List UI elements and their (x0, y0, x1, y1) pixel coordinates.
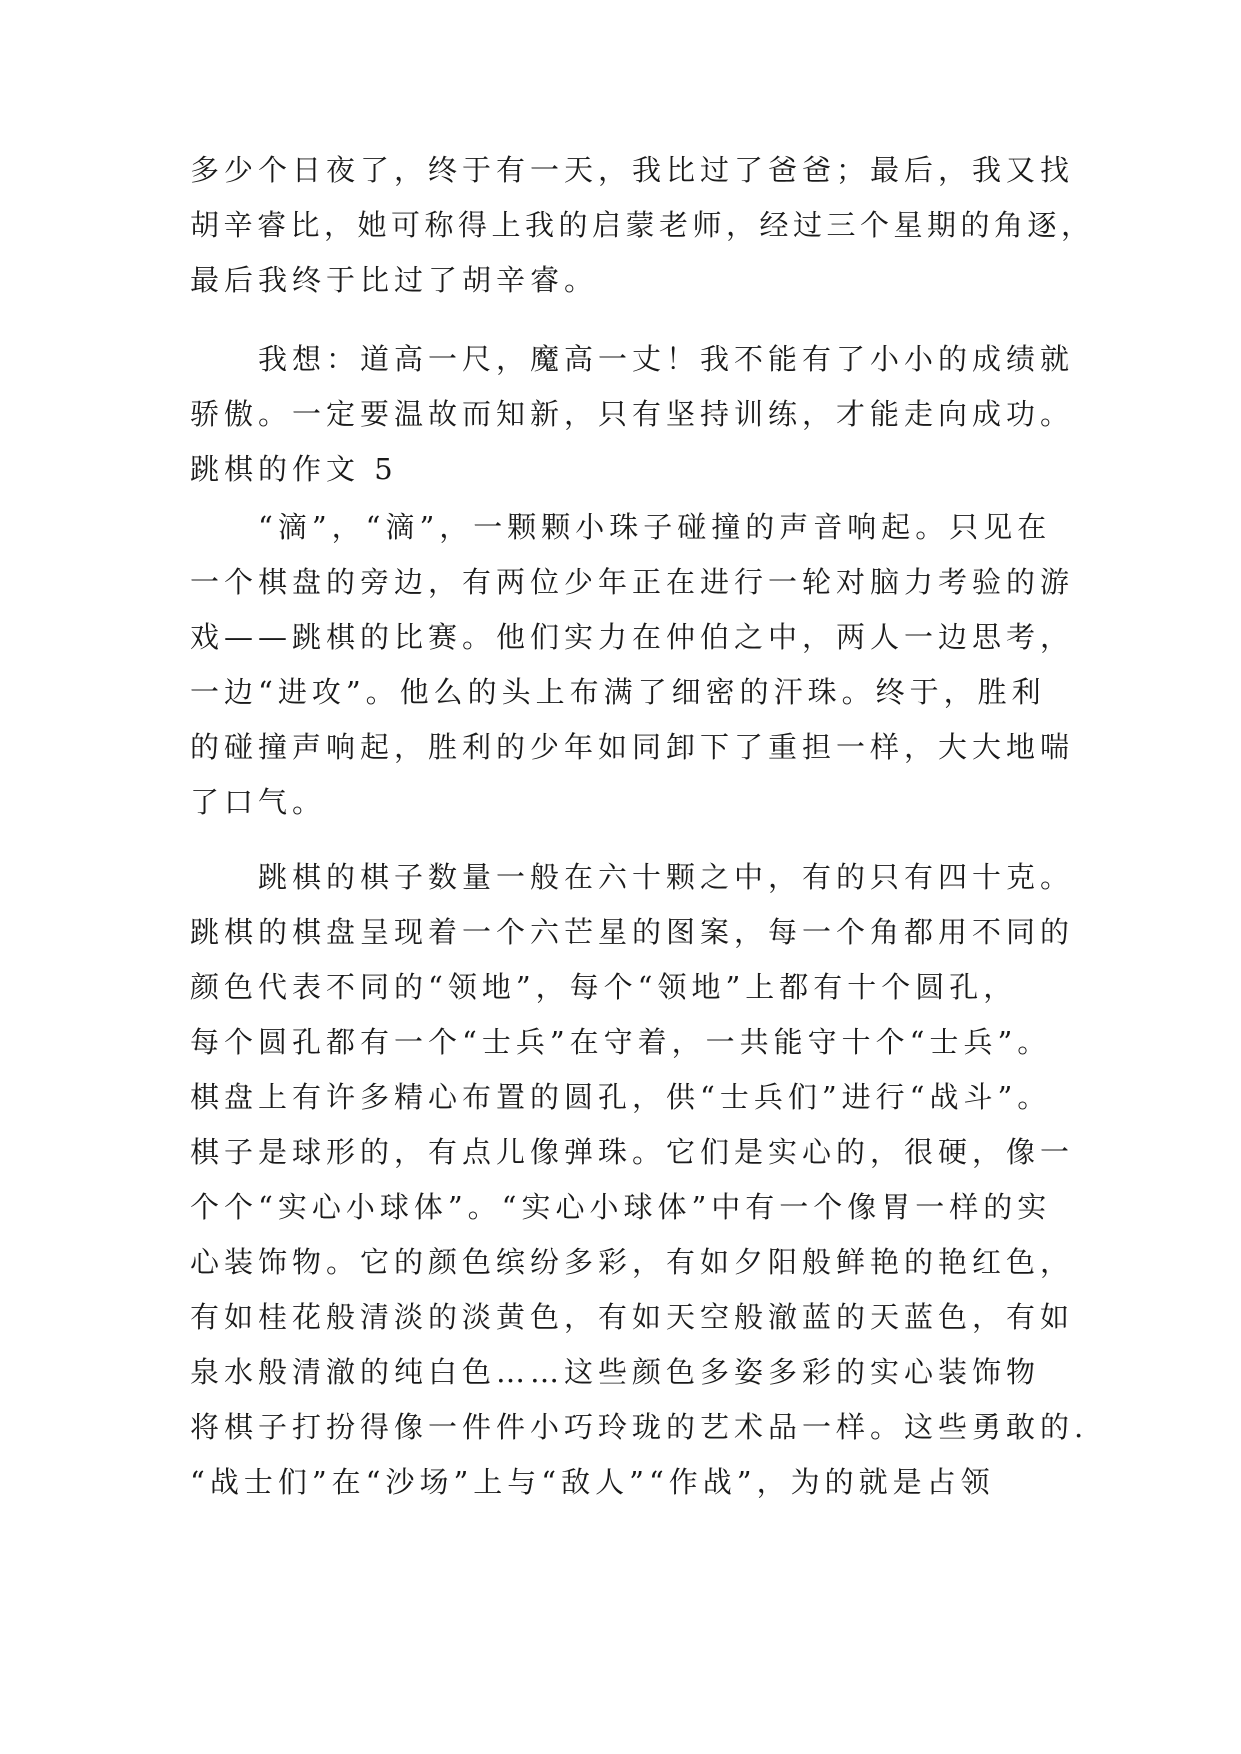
text-line: 骄傲。一定要温故而知新，只有坚持训练，才能走向成功。 (190, 397, 1075, 431)
text-line: 跳棋的棋盘呈现着一个六芒星的图案，每一个角都用不同的 (190, 915, 1075, 949)
text-line: 心装饰物。它的颜色缤纷多彩，有如夕阳般鲜艳的艳红色， (190, 1245, 1075, 1279)
text-line: 最后我终于比过了胡辛睿。 (190, 263, 599, 297)
text-line: 棋盘上有许多精心布置的圆孔，供“士兵们”进行“战斗”。 (190, 1080, 1052, 1114)
section-heading: 跳棋的作文 5 (190, 452, 398, 486)
text-line: 的碰撞声响起，胜利的少年如同卸下了重担一样，大大地喘 (190, 730, 1075, 764)
text-line: “战士们”在“沙场”上与“敌人”“作战”，为的就是占领 (190, 1465, 995, 1499)
paragraph-first-line: 我想：道高一尺，魔高一丈！我不能有了小小的成绩就 (258, 342, 1075, 376)
text-line: 一个棋盘的旁边，有两位少年正在进行一轮对脑力考验的游 (190, 565, 1075, 599)
text-line: 戏——跳棋的比赛。他们实力在仲伯之中，两人一边思考， (190, 620, 1075, 654)
text-line: 一边“进攻”。他么的头上布满了细密的汗珠。终于，胜利 (190, 675, 1046, 709)
text-line: 颜色代表不同的“领地”，每个“领地”上都有十个圆孔， (190, 970, 1018, 1004)
text-line: 有如桂花般清淡的淡黄色，有如天空般澈蓝的天蓝色，有如 (190, 1300, 1075, 1334)
text-line: 多少个日夜了，终于有一天，我比过了爸爸；最后，我又找 (190, 153, 1075, 187)
text-line: 了口气。 (190, 785, 327, 819)
text-line: 棋子是球形的，有点儿像弹珠。它们是实心的，很硬，像一 (190, 1135, 1075, 1169)
paragraph-first-line: “滴”，“滴”，一颗颗小珠子碰撞的声音响起。只见在 (258, 510, 1052, 544)
text-line: 将棋子打扮得像一件件小巧玲珑的艺术品一样。这些勇敢的. (190, 1410, 1089, 1444)
text-line: 个个“实心小球体”。“实心小球体”中有一个像胃一样的实 (190, 1190, 1052, 1224)
text-line: 泉水般清澈的纯白色……这些颜色多姿多彩的实心装饰物 (190, 1355, 1041, 1389)
text-line: 每个圆孔都有一个“士兵”在守着，一共能守十个“士兵”。 (190, 1025, 1052, 1059)
text-line: 胡辛睿比，她可称得上我的启蒙老师，经过三个星期的角逐， (190, 208, 1095, 242)
paragraph-first-line: 跳棋的棋子数量一般在六十颗之中，有的只有四十克。 (258, 860, 1075, 894)
